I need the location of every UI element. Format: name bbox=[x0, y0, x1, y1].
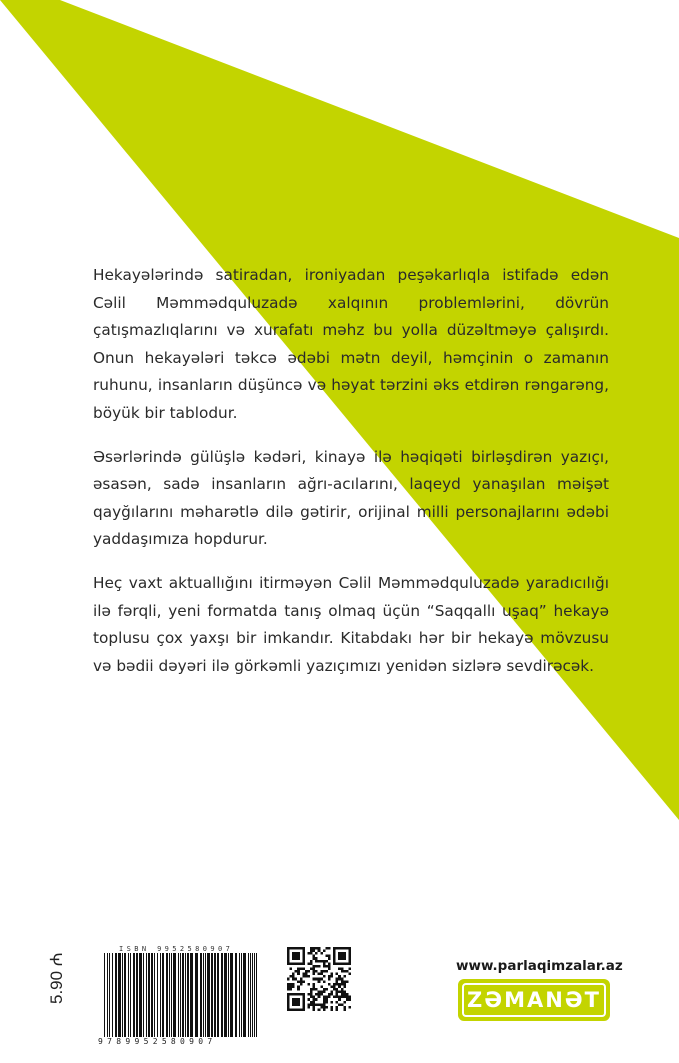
publisher-logo bbox=[458, 979, 610, 1021]
barcode-bars bbox=[92, 953, 262, 1039]
blurb-paragraph-2: Əsərlərində gülüşlə kədəri, kinayə ilə həqiqəti birləşdirən yazıçı, əsasən, sadə insanların ağrı-acılarını, laqeyd yanaşılan məişət qayğılarını məharətlə dilə gətirir, orijinal milli personajlarını ədəbi yaddaşımıza hopdurur. bbox=[93, 447, 609, 549]
blurb-text bbox=[93, 262, 609, 696]
publisher-url[interactable]: www.parlaqimzalar.az bbox=[456, 958, 623, 974]
blurb-paragraph-3: Heç vaxt aktuallığını itirməyən Cəlil Məmmədquluzadə yaradıcılığı ilə fərqli, yeni formatda tanış olmaq üçün “Saqqallı uşaq” hekayə toplusu çox yaxşı bir imkandır. Kitabdakı hər bir hekayə mövzusu və bədii dəyəri ilə görkəmli yazıçımızı yenidən sizlərə sevdirəcək. bbox=[93, 573, 609, 675]
publisher-logo-text: ZƏMANƏT bbox=[462, 983, 606, 1017]
blurb-paragraph-1: Hekayələrində satiradan, ironiyadan peşəkarlıqla istifadə edən Cəlil Məmmədquluzadə xalqının problemlərini, dövrün çatışmazlıqlarını və xurafatı məhz bu yolla düzəltməyə çalışırdı. Onun hekayələri təkcə ədəbi mətn deyil, həmçinin o zamanın ruhunu, insanların düşüncə və həyat tərzini əks etdirən rəngarəng, böyük bir tablodur. bbox=[93, 266, 609, 422]
barcode-digits: 9789952580907 bbox=[98, 1037, 217, 1046]
barcode bbox=[92, 945, 262, 1049]
price-label: 5.90 ₼ bbox=[47, 952, 66, 1004]
qr-code-icon bbox=[287, 947, 351, 1011]
isbn-label: ISBN 9952580907 bbox=[119, 945, 234, 953]
